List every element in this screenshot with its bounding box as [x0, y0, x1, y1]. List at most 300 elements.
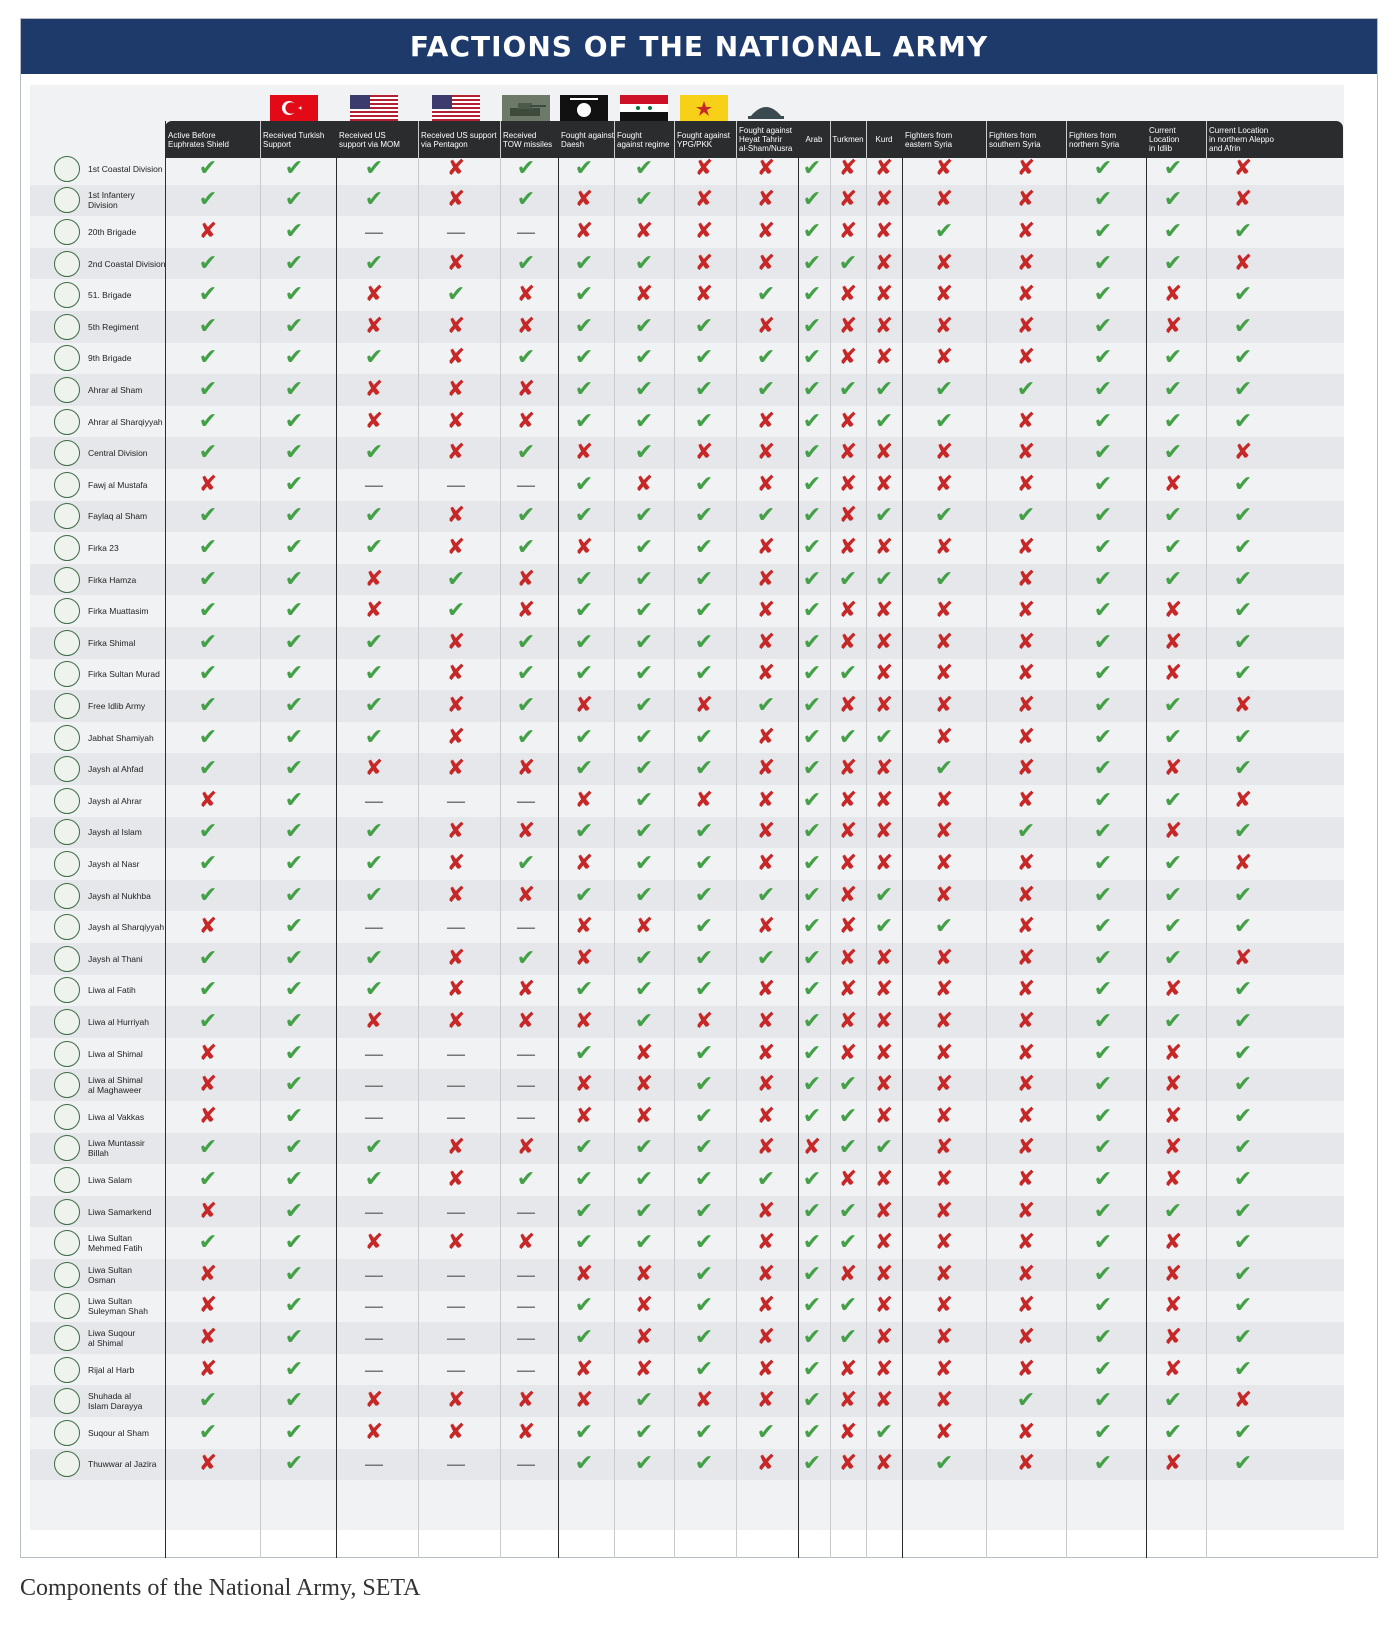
- cross-icon: ✘: [694, 1008, 714, 1034]
- check-icon: ✔: [1233, 1324, 1253, 1350]
- check-icon: ✔: [1233, 534, 1253, 560]
- check-icon: ✔: [284, 1356, 304, 1382]
- check-icon: ✔: [802, 787, 822, 813]
- check-icon: ✔: [1163, 503, 1183, 529]
- dash-icon: —: [446, 1199, 466, 1224]
- check-icon: ✔: [802, 661, 822, 687]
- check-icon: ✔: [802, 566, 822, 592]
- check-icon: ✔: [756, 345, 776, 371]
- dash-icon: —: [516, 1452, 536, 1477]
- check-icon: ✔: [284, 1103, 304, 1129]
- faction-logo-icon: [54, 630, 80, 656]
- cross-icon: ✘: [574, 1356, 594, 1382]
- column-divider: [558, 121, 559, 1558]
- cross-icon: ✘: [874, 1293, 894, 1319]
- faction-logo-icon: [54, 409, 80, 435]
- dash-icon: —: [364, 1104, 384, 1129]
- check-icon: ✔: [874, 376, 894, 402]
- check-icon: ✔: [634, 1451, 654, 1477]
- cross-icon: ✘: [1233, 945, 1253, 971]
- cross-icon: ✘: [1233, 692, 1253, 718]
- cross-icon: ✘: [198, 1324, 218, 1350]
- check-icon: ✔: [284, 945, 304, 971]
- cross-icon: ✘: [1163, 1261, 1183, 1287]
- cross-icon: ✘: [934, 1103, 954, 1129]
- check-icon: ✔: [634, 534, 654, 560]
- cross-icon: ✘: [198, 1040, 218, 1066]
- check-icon: ✔: [198, 1230, 218, 1256]
- cross-icon: ✘: [574, 534, 594, 560]
- faction-name: Faylaq al Sham: [88, 511, 148, 522]
- cross-icon: ✘: [934, 598, 954, 624]
- column-header: Received US support via Pentagon: [421, 130, 497, 149]
- check-icon: ✔: [1093, 661, 1113, 687]
- check-icon: ✔: [574, 1293, 594, 1319]
- column-divider: [1146, 121, 1147, 1558]
- cross-icon: ✘: [574, 692, 594, 718]
- cross-icon: ✘: [802, 1135, 822, 1161]
- faction-logo-icon: [54, 503, 80, 529]
- cross-icon: ✘: [934, 1388, 954, 1414]
- cross-icon: ✘: [1233, 787, 1253, 813]
- check-icon: ✔: [694, 1293, 714, 1319]
- check-icon: ✔: [1093, 1356, 1113, 1382]
- check-icon: ✔: [1163, 787, 1183, 813]
- check-icon: ✔: [516, 692, 536, 718]
- cross-icon: ✘: [838, 598, 858, 624]
- column-divider: [986, 121, 987, 1558]
- cross-icon: ✘: [198, 787, 218, 813]
- check-icon: ✔: [694, 1040, 714, 1066]
- cross-icon: ✘: [874, 661, 894, 687]
- dash-icon: —: [446, 1294, 466, 1319]
- faction-name: Liwa Sultan Osman: [88, 1264, 132, 1285]
- check-icon: ✔: [574, 598, 594, 624]
- cross-icon: ✘: [516, 566, 536, 592]
- check-icon: ✔: [874, 882, 894, 908]
- check-icon: ✔: [1233, 1072, 1253, 1098]
- faction-name: Jaysh al Ahrar: [88, 795, 142, 806]
- check-icon: ✔: [284, 724, 304, 750]
- check-icon: ✔: [1233, 218, 1253, 244]
- check-icon: ✔: [446, 598, 466, 624]
- cross-icon: ✘: [756, 187, 776, 213]
- check-icon: ✔: [802, 1451, 822, 1477]
- faction-logo-icon: [54, 1009, 80, 1035]
- cross-icon: ✘: [874, 598, 894, 624]
- check-icon: ✔: [1163, 1008, 1183, 1034]
- dash-icon: —: [516, 1073, 536, 1098]
- cross-icon: ✘: [874, 819, 894, 845]
- check-icon: ✔: [284, 408, 304, 434]
- column-header: Fighters from eastern Syria: [905, 130, 953, 149]
- check-icon: ✔: [198, 376, 218, 402]
- dash-icon: —: [446, 1262, 466, 1287]
- faction-logo-icon: [54, 883, 80, 909]
- check-icon: ✔: [694, 1451, 714, 1477]
- cross-icon: ✘: [874, 945, 894, 971]
- check-icon: ✔: [1093, 534, 1113, 560]
- check-icon: ✔: [802, 313, 822, 339]
- check-icon: ✔: [802, 1230, 822, 1256]
- check-icon: ✔: [198, 661, 218, 687]
- cross-icon: ✘: [1163, 1040, 1183, 1066]
- faction-name: Firka Hamza: [88, 574, 137, 585]
- check-icon: ✔: [694, 345, 714, 371]
- check-icon: ✔: [1163, 945, 1183, 971]
- cross-icon: ✘: [694, 692, 714, 718]
- dash-icon: —: [364, 1294, 384, 1319]
- figure-caption: Components of the National Army, SETA: [20, 1575, 421, 1601]
- faction-name: Jaysh al Thani: [88, 953, 143, 964]
- check-icon: ✔: [694, 661, 714, 687]
- check-icon: ✔: [516, 250, 536, 276]
- cross-icon: ✘: [756, 566, 776, 592]
- check-icon: ✔: [634, 250, 654, 276]
- cross-icon: ✘: [446, 187, 466, 213]
- check-icon: ✔: [284, 250, 304, 276]
- cross-icon: ✘: [446, 945, 466, 971]
- dash-icon: —: [516, 219, 536, 244]
- check-icon: ✔: [574, 1230, 594, 1256]
- cross-icon: ✘: [874, 1261, 894, 1287]
- column-header: Fought against Daesh: [561, 130, 614, 149]
- check-icon: ✔: [694, 914, 714, 940]
- check-icon: ✔: [574, 977, 594, 1003]
- faction-name: Ahrar al Sham: [88, 384, 143, 395]
- faction-logo-icon: [54, 1420, 80, 1446]
- dash-icon: —: [364, 1073, 384, 1098]
- check-icon: ✔: [634, 629, 654, 655]
- check-icon: ✔: [694, 1166, 714, 1192]
- cross-icon: ✘: [1016, 850, 1036, 876]
- check-icon: ✔: [694, 1324, 714, 1350]
- check-icon: ✔: [284, 1388, 304, 1414]
- check-icon: ✔: [364, 503, 384, 529]
- check-icon: ✔: [198, 724, 218, 750]
- dash-icon: —: [364, 1199, 384, 1224]
- usa-flag-icon: [432, 95, 480, 121]
- check-icon: ✔: [1233, 977, 1253, 1003]
- cross-icon: ✘: [1016, 1451, 1036, 1477]
- check-icon: ✔: [198, 155, 218, 181]
- check-icon: ✔: [1093, 724, 1113, 750]
- check-icon: ✔: [284, 1419, 304, 1445]
- check-icon: ✔: [198, 1166, 218, 1192]
- cross-icon: ✘: [934, 440, 954, 466]
- cross-icon: ✘: [934, 313, 954, 339]
- check-icon: ✔: [802, 692, 822, 718]
- dash-icon: —: [446, 788, 466, 813]
- column-divider: [500, 121, 501, 1558]
- column-header: Fought against YPG/PKK: [677, 130, 730, 149]
- check-icon: ✔: [694, 1261, 714, 1287]
- cross-icon: ✘: [756, 1324, 776, 1350]
- cross-icon: ✘: [364, 376, 384, 402]
- check-icon: ✔: [756, 692, 776, 718]
- check-icon: ✔: [198, 408, 218, 434]
- check-icon: ✔: [1093, 1166, 1113, 1192]
- column-header: Received US support via MOM: [339, 130, 400, 149]
- cross-icon: ✘: [574, 914, 594, 940]
- check-icon: ✔: [574, 882, 594, 908]
- check-icon: ✔: [634, 345, 654, 371]
- check-icon: ✔: [1093, 819, 1113, 845]
- check-icon: ✔: [694, 1230, 714, 1256]
- cross-icon: ✘: [634, 1324, 654, 1350]
- check-icon: ✔: [756, 882, 776, 908]
- cross-icon: ✘: [756, 1198, 776, 1224]
- check-icon: ✔: [694, 1072, 714, 1098]
- cross-icon: ✘: [574, 440, 594, 466]
- check-icon: ✔: [838, 250, 858, 276]
- cross-icon: ✘: [838, 440, 858, 466]
- faction-name: Firka Shimal: [88, 637, 136, 648]
- cross-icon: ✘: [446, 1135, 466, 1161]
- dash-icon: —: [446, 1041, 466, 1066]
- check-icon: ✔: [634, 724, 654, 750]
- cross-icon: ✘: [446, 1419, 466, 1445]
- cross-icon: ✘: [1163, 1324, 1183, 1350]
- dash-icon: —: [516, 1325, 536, 1350]
- check-icon: ✔: [1163, 250, 1183, 276]
- cross-icon: ✘: [874, 534, 894, 560]
- check-icon: ✔: [1093, 1293, 1113, 1319]
- cross-icon: ✘: [1016, 155, 1036, 181]
- faction-logo-icon: [54, 1167, 80, 1193]
- check-icon: ✔: [1093, 187, 1113, 213]
- check-icon: ✔: [802, 503, 822, 529]
- faction-logo-icon: [54, 1199, 80, 1225]
- cross-icon: ✘: [1163, 1451, 1183, 1477]
- cross-icon: ✘: [198, 1261, 218, 1287]
- faction-logo-icon: [54, 1041, 80, 1067]
- check-icon: ✔: [364, 1166, 384, 1192]
- check-icon: ✔: [802, 1040, 822, 1066]
- check-icon: ✔: [1233, 313, 1253, 339]
- cross-icon: ✘: [756, 471, 776, 497]
- cross-icon: ✘: [1016, 282, 1036, 308]
- check-icon: ✔: [934, 566, 954, 592]
- cross-icon: ✘: [934, 882, 954, 908]
- check-icon: ✔: [1163, 882, 1183, 908]
- cross-icon: ✘: [838, 282, 858, 308]
- faction-name: Thuwwar al Jazira: [88, 1459, 157, 1470]
- check-icon: ✔: [284, 1261, 304, 1287]
- cross-icon: ✘: [934, 977, 954, 1003]
- cross-icon: ✘: [874, 345, 894, 371]
- cross-icon: ✘: [756, 1040, 776, 1066]
- column-header: Fought against regime: [617, 130, 670, 149]
- faction-logo-icon: [54, 946, 80, 972]
- check-icon: ✔: [284, 566, 304, 592]
- cross-icon: ✘: [574, 787, 594, 813]
- cross-icon: ✘: [364, 566, 384, 592]
- check-icon: ✔: [694, 629, 714, 655]
- cross-icon: ✘: [516, 1388, 536, 1414]
- faction-name: Firka 23: [88, 542, 119, 553]
- check-icon: ✔: [198, 440, 218, 466]
- check-icon: ✔: [284, 282, 304, 308]
- cross-icon: ✘: [446, 376, 466, 402]
- faction-logo-icon: [54, 914, 80, 940]
- faction-name: Jaysh al Ahfad: [88, 764, 144, 775]
- check-icon: ✔: [1163, 440, 1183, 466]
- faction-name: 2nd Coastal Division: [88, 258, 166, 269]
- check-icon: ✔: [802, 155, 822, 181]
- check-icon: ✔: [364, 155, 384, 181]
- cross-icon: ✘: [1163, 661, 1183, 687]
- check-icon: ✔: [284, 1198, 304, 1224]
- check-icon: ✔: [1163, 376, 1183, 402]
- check-icon: ✔: [1093, 1324, 1113, 1350]
- cross-icon: ✘: [446, 629, 466, 655]
- check-icon: ✔: [364, 187, 384, 213]
- cross-icon: ✘: [516, 1230, 536, 1256]
- cross-icon: ✘: [838, 218, 858, 244]
- check-icon: ✔: [1163, 1198, 1183, 1224]
- ypg-flag-icon: [680, 95, 728, 121]
- check-icon: ✔: [284, 155, 304, 181]
- faction-name: 51. Brigade: [88, 290, 132, 301]
- column-divider: [336, 121, 337, 1558]
- check-icon: ✔: [694, 534, 714, 560]
- cross-icon: ✘: [1016, 408, 1036, 434]
- cross-icon: ✘: [574, 1103, 594, 1129]
- cross-icon: ✘: [446, 692, 466, 718]
- cross-icon: ✘: [934, 724, 954, 750]
- page-title: FACTIONS OF THE NATIONAL ARMY: [21, 19, 1377, 74]
- column-header: Current Location in northern Aleppo and Afrin: [1209, 126, 1274, 153]
- check-icon: ✔: [198, 756, 218, 782]
- check-icon: ✔: [934, 218, 954, 244]
- faction-name: Jaysh al Nukhba: [88, 890, 151, 901]
- cross-icon: ✘: [574, 1388, 594, 1414]
- check-icon: ✔: [694, 882, 714, 908]
- faction-name: Jaysh al Nasr: [88, 858, 140, 869]
- check-icon: ✔: [874, 1135, 894, 1161]
- check-icon: ✔: [694, 598, 714, 624]
- check-icon: ✔: [364, 440, 384, 466]
- cross-icon: ✘: [756, 1451, 776, 1477]
- column-divider: [736, 121, 737, 1558]
- cross-icon: ✘: [1163, 1135, 1183, 1161]
- cross-icon: ✘: [446, 1230, 466, 1256]
- check-icon: ✔: [574, 629, 594, 655]
- check-icon: ✔: [198, 1008, 218, 1034]
- cross-icon: ✘: [516, 1135, 536, 1161]
- cross-icon: ✘: [446, 1388, 466, 1414]
- check-icon: ✔: [284, 471, 304, 497]
- dash-icon: —: [364, 219, 384, 244]
- check-icon: ✔: [1093, 977, 1113, 1003]
- cross-icon: ✘: [1163, 756, 1183, 782]
- check-icon: ✔: [634, 1166, 654, 1192]
- check-icon: ✔: [574, 1040, 594, 1066]
- cross-icon: ✘: [756, 724, 776, 750]
- cross-icon: ✘: [198, 1103, 218, 1129]
- check-icon: ✔: [874, 408, 894, 434]
- check-icon: ✔: [198, 819, 218, 845]
- cross-icon: ✘: [838, 155, 858, 181]
- check-icon: ✔: [1233, 503, 1253, 529]
- cross-icon: ✘: [756, 534, 776, 560]
- check-icon: ✔: [1093, 850, 1113, 876]
- check-icon: ✔: [802, 629, 822, 655]
- cross-icon: ✘: [516, 408, 536, 434]
- check-icon: ✔: [694, 1419, 714, 1445]
- cross-icon: ✘: [1016, 1135, 1036, 1161]
- cross-icon: ✘: [694, 1388, 714, 1414]
- cross-icon: ✘: [838, 1419, 858, 1445]
- cross-icon: ✘: [874, 1230, 894, 1256]
- cross-icon: ✘: [838, 692, 858, 718]
- check-icon: ✔: [1093, 882, 1113, 908]
- cross-icon: ✘: [838, 1356, 858, 1382]
- dash-icon: —: [516, 1199, 536, 1224]
- check-icon: ✔: [574, 250, 594, 276]
- faction-name: Liwa al Shimal: [88, 1048, 143, 1059]
- cross-icon: ✘: [198, 218, 218, 244]
- cross-icon: ✘: [874, 440, 894, 466]
- check-icon: ✔: [694, 471, 714, 497]
- check-icon: ✔: [634, 566, 654, 592]
- check-icon: ✔: [198, 250, 218, 276]
- check-icon: ✔: [802, 1166, 822, 1192]
- check-icon: ✔: [874, 566, 894, 592]
- cross-icon: ✘: [1016, 566, 1036, 592]
- check-icon: ✔: [634, 155, 654, 181]
- cross-icon: ✘: [874, 977, 894, 1003]
- cross-icon: ✘: [446, 724, 466, 750]
- check-icon: ✔: [364, 692, 384, 718]
- cross-icon: ✘: [874, 471, 894, 497]
- faction-name: 1st Infantery Division: [88, 190, 135, 211]
- cross-icon: ✘: [874, 313, 894, 339]
- cross-icon: ✘: [756, 1103, 776, 1129]
- cross-icon: ✘: [874, 756, 894, 782]
- cross-icon: ✘: [838, 850, 858, 876]
- faction-logo-icon: [54, 1262, 80, 1288]
- check-icon: ✔: [1093, 282, 1113, 308]
- check-icon: ✔: [284, 187, 304, 213]
- cross-icon: ✘: [934, 661, 954, 687]
- dash-icon: —: [446, 1073, 466, 1098]
- check-icon: ✔: [284, 819, 304, 845]
- check-icon: ✔: [1163, 914, 1183, 940]
- cross-icon: ✘: [756, 629, 776, 655]
- check-icon: ✔: [1233, 882, 1253, 908]
- cross-icon: ✘: [364, 282, 384, 308]
- cross-icon: ✘: [756, 914, 776, 940]
- check-icon: ✔: [574, 155, 594, 181]
- check-icon: ✔: [634, 661, 654, 687]
- column-header: Turkmen: [832, 135, 864, 144]
- cross-icon: ✘: [1163, 1356, 1183, 1382]
- cross-icon: ✘: [1016, 787, 1036, 813]
- cross-icon: ✘: [838, 534, 858, 560]
- cross-icon: ✘: [446, 408, 466, 434]
- cross-icon: ✘: [694, 155, 714, 181]
- check-icon: ✔: [694, 408, 714, 434]
- cross-icon: ✘: [756, 1008, 776, 1034]
- column-header: Fighters from northern Syria: [1069, 130, 1120, 149]
- cross-icon: ✘: [1016, 724, 1036, 750]
- check-icon: ✔: [838, 1072, 858, 1098]
- check-icon: ✔: [516, 440, 536, 466]
- check-icon: ✔: [802, 471, 822, 497]
- cross-icon: ✘: [934, 1135, 954, 1161]
